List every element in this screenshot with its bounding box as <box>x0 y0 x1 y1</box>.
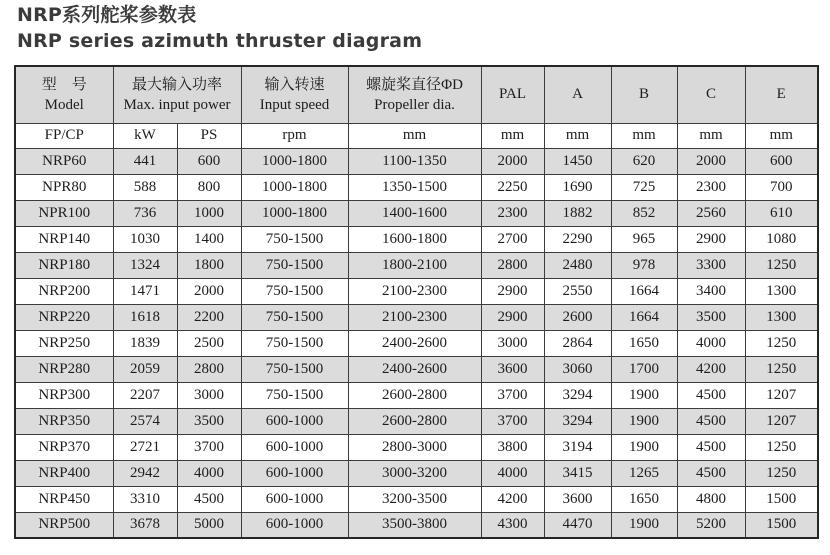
header-b: B <box>611 66 677 123</box>
cell-e: 610 <box>745 200 818 226</box>
cell-model: NPR100 <box>15 200 113 226</box>
cell-ps: 3500 <box>177 408 241 434</box>
cell-kw: 2574 <box>113 408 177 434</box>
page-title-english: NRP series azimuth thruster diagram <box>17 29 423 52</box>
cell-ps: 2500 <box>177 330 241 356</box>
cell-ps: 1000 <box>177 200 241 226</box>
unit-mm-pal: mm <box>481 123 544 148</box>
header-row-main <box>15 66 818 123</box>
header-model <box>15 66 113 123</box>
cell-model: NRP500 <box>15 512 113 538</box>
cell-e: 600 <box>745 148 818 174</box>
table-row <box>15 278 818 304</box>
cell-rpm: 600-1000 <box>241 408 348 434</box>
cell-e: 1250 <box>745 252 818 278</box>
cell-propeller-dia: 1100-1350 <box>348 148 481 174</box>
cell-c: 4500 <box>677 408 745 434</box>
cell-e: 1250 <box>745 330 818 356</box>
cell-c: 3500 <box>677 304 745 330</box>
cell-ps: 800 <box>177 174 241 200</box>
cell-b: 1265 <box>611 460 677 486</box>
cell-pal: 2900 <box>481 278 544 304</box>
cell-a: 2290 <box>544 226 611 252</box>
unit-mm-b: mm <box>611 123 677 148</box>
unit-mm-c: mm <box>677 123 745 148</box>
unit-kw: kW <box>113 123 177 148</box>
cell-propeller-dia: 3000-3200 <box>348 460 481 486</box>
header-e: E <box>745 66 818 123</box>
cell-b: 1900 <box>611 512 677 538</box>
header-max-input-power <box>113 66 241 123</box>
cell-model: NRP370 <box>15 434 113 460</box>
cell-kw: 2721 <box>113 434 177 460</box>
cell-propeller-dia: 1400-1600 <box>348 200 481 226</box>
page-title-chinese: NRP系列舵桨参数表 <box>17 4 197 26</box>
cell-pal: 3800 <box>481 434 544 460</box>
cell-ps: 1800 <box>177 252 241 278</box>
cell-propeller-dia: 2600-2800 <box>348 382 481 408</box>
cell-model: NRP60 <box>15 148 113 174</box>
cell-rpm: 750-1500 <box>241 252 348 278</box>
cell-pal: 4300 <box>481 512 544 538</box>
cell-c: 2560 <box>677 200 745 226</box>
cell-c: 4200 <box>677 356 745 382</box>
cell-kw: 3678 <box>113 512 177 538</box>
cell-model: NRP300 <box>15 382 113 408</box>
cell-kw: 2207 <box>113 382 177 408</box>
cell-kw: 2942 <box>113 460 177 486</box>
cell-model: NPR80 <box>15 174 113 200</box>
cell-model: NRP250 <box>15 330 113 356</box>
cell-pal: 2250 <box>481 174 544 200</box>
cell-c: 2000 <box>677 148 745 174</box>
header-input-speed <box>241 66 348 123</box>
cell-e: 1250 <box>745 356 818 382</box>
cell-ps: 3700 <box>177 434 241 460</box>
header-prop-zh: 螺旋桨直径ΦD <box>366 77 463 94</box>
cell-pal: 4200 <box>481 486 544 512</box>
cell-b: 1650 <box>611 330 677 356</box>
cell-a: 2864 <box>544 330 611 356</box>
cell-c: 4000 <box>677 330 745 356</box>
cell-pal: 3600 <box>481 356 544 382</box>
table-row <box>15 200 818 226</box>
cell-ps: 2200 <box>177 304 241 330</box>
cell-pal: 3700 <box>481 382 544 408</box>
cell-a: 3294 <box>544 382 611 408</box>
cell-kw: 2059 <box>113 356 177 382</box>
cell-b: 620 <box>611 148 677 174</box>
cell-b: 965 <box>611 226 677 252</box>
cell-rpm: 600-1000 <box>241 486 348 512</box>
unit-mm-prop: mm <box>348 123 481 148</box>
cell-c: 3300 <box>677 252 745 278</box>
table-row <box>15 460 818 486</box>
cell-ps: 1400 <box>177 226 241 252</box>
cell-rpm: 750-1500 <box>241 356 348 382</box>
cell-rpm: 750-1500 <box>241 304 348 330</box>
cell-model: NRP220 <box>15 304 113 330</box>
cell-model: NRP140 <box>15 226 113 252</box>
cell-ps: 5000 <box>177 512 241 538</box>
header-prop-en: Propeller dia. <box>374 96 455 113</box>
cell-e: 1250 <box>745 460 818 486</box>
cell-pal: 3000 <box>481 330 544 356</box>
unit-mm-a: mm <box>544 123 611 148</box>
cell-a: 2550 <box>544 278 611 304</box>
cell-e: 1500 <box>745 512 818 538</box>
header-row-units <box>15 123 818 148</box>
header-pal: PAL <box>481 66 544 123</box>
unit-rpm: rpm <box>241 123 348 148</box>
cell-propeller-dia: 3500-3800 <box>348 512 481 538</box>
cell-rpm: 600-1000 <box>241 460 348 486</box>
cell-model: NRP180 <box>15 252 113 278</box>
cell-model: NRP280 <box>15 356 113 382</box>
header-a: A <box>544 66 611 123</box>
header-power-zh: 最大输入功率 <box>132 77 223 94</box>
table-row <box>15 330 818 356</box>
cell-propeller-dia: 2100-2300 <box>348 278 481 304</box>
cell-b: 725 <box>611 174 677 200</box>
cell-kw: 736 <box>113 200 177 226</box>
header-model-en: Model <box>44 96 84 113</box>
table-row <box>15 434 818 460</box>
header-speed-en: Input speed <box>259 96 330 113</box>
cell-a: 3194 <box>544 434 611 460</box>
cell-a: 2480 <box>544 252 611 278</box>
cell-a: 1882 <box>544 200 611 226</box>
cell-rpm: 1000-1800 <box>241 200 348 226</box>
cell-propeller-dia: 1350-1500 <box>348 174 481 200</box>
table-row <box>15 486 818 512</box>
cell-rpm: 750-1500 <box>241 278 348 304</box>
cell-pal: 2800 <box>481 252 544 278</box>
cell-rpm: 600-1000 <box>241 434 348 460</box>
cell-pal: 4000 <box>481 460 544 486</box>
cell-pal: 2300 <box>481 200 544 226</box>
cell-b: 1900 <box>611 408 677 434</box>
cell-propeller-dia: 2600-2800 <box>348 408 481 434</box>
cell-kw: 588 <box>113 174 177 200</box>
cell-propeller-dia: 2400-2600 <box>348 356 481 382</box>
cell-e: 1500 <box>745 486 818 512</box>
header-model-zh: 型 号 <box>41 77 87 94</box>
cell-rpm: 1000-1800 <box>241 174 348 200</box>
cell-model: NRP200 <box>15 278 113 304</box>
cell-kw: 1030 <box>113 226 177 252</box>
cell-ps: 2000 <box>177 278 241 304</box>
cell-rpm: 750-1500 <box>241 382 348 408</box>
cell-b: 1664 <box>611 304 677 330</box>
table-row <box>15 356 818 382</box>
cell-propeller-dia: 2400-2600 <box>348 330 481 356</box>
cell-a: 1450 <box>544 148 611 174</box>
header-speed-zh: 输入转速 <box>264 77 325 94</box>
cell-kw: 1471 <box>113 278 177 304</box>
cell-ps: 3000 <box>177 382 241 408</box>
cell-kw: 1839 <box>113 330 177 356</box>
cell-c: 4500 <box>677 382 745 408</box>
cell-propeller-dia: 2100-2300 <box>348 304 481 330</box>
cell-propeller-dia: 1600-1800 <box>348 226 481 252</box>
cell-rpm: 1000-1800 <box>241 148 348 174</box>
cell-model: NRP450 <box>15 486 113 512</box>
cell-c: 4500 <box>677 460 745 486</box>
cell-pal: 3700 <box>481 408 544 434</box>
table-row <box>15 408 818 434</box>
cell-b: 1900 <box>611 434 677 460</box>
header-c: C <box>677 66 745 123</box>
cell-a: 4470 <box>544 512 611 538</box>
cell-e: 1250 <box>745 434 818 460</box>
cell-b: 978 <box>611 252 677 278</box>
table-row <box>15 148 818 174</box>
cell-model: NRP400 <box>15 460 113 486</box>
cell-b: 1650 <box>611 486 677 512</box>
cell-ps: 600 <box>177 148 241 174</box>
cell-e: 1300 <box>745 278 818 304</box>
table-row <box>15 252 818 278</box>
cell-c: 2900 <box>677 226 745 252</box>
cell-pal: 2000 <box>481 148 544 174</box>
cell-rpm: 600-1000 <box>241 512 348 538</box>
cell-a: 3060 <box>544 356 611 382</box>
cell-e: 700 <box>745 174 818 200</box>
cell-pal: 2700 <box>481 226 544 252</box>
cell-rpm: 750-1500 <box>241 226 348 252</box>
unit-ps: PS <box>177 123 241 148</box>
cell-c: 2300 <box>677 174 745 200</box>
page-title-block <box>17 3 422 54</box>
cell-propeller-dia: 2800-3000 <box>348 434 481 460</box>
cell-c: 4500 <box>677 434 745 460</box>
cell-a: 3600 <box>544 486 611 512</box>
table-body <box>15 148 818 538</box>
unit-fp-cp: FP/CP <box>15 123 113 148</box>
cell-a: 3415 <box>544 460 611 486</box>
header-power-en: Max. input power <box>123 96 231 113</box>
cell-c: 4800 <box>677 486 745 512</box>
cell-ps: 2800 <box>177 356 241 382</box>
cell-b: 852 <box>611 200 677 226</box>
cell-e: 1080 <box>745 226 818 252</box>
cell-model: NRP350 <box>15 408 113 434</box>
cell-propeller-dia: 1800-2100 <box>348 252 481 278</box>
cell-c: 3400 <box>677 278 745 304</box>
cell-kw: 441 <box>113 148 177 174</box>
cell-ps: 4000 <box>177 460 241 486</box>
cell-b: 1900 <box>611 382 677 408</box>
table-row <box>15 304 818 330</box>
cell-b: 1700 <box>611 356 677 382</box>
header-propeller-dia <box>348 66 481 123</box>
cell-a: 3294 <box>544 408 611 434</box>
cell-propeller-dia: 3200-3500 <box>348 486 481 512</box>
unit-mm-e: mm <box>745 123 818 148</box>
cell-e: 1207 <box>745 408 818 434</box>
cell-kw: 1324 <box>113 252 177 278</box>
thruster-parameters-table <box>14 65 819 539</box>
table-row <box>15 226 818 252</box>
cell-b: 1664 <box>611 278 677 304</box>
cell-rpm: 750-1500 <box>241 330 348 356</box>
cell-e: 1300 <box>745 304 818 330</box>
table-row <box>15 174 818 200</box>
cell-a: 2600 <box>544 304 611 330</box>
cell-ps: 4500 <box>177 486 241 512</box>
cell-c: 5200 <box>677 512 745 538</box>
table-row <box>15 382 818 408</box>
table-row <box>15 512 818 538</box>
cell-e: 1207 <box>745 382 818 408</box>
cell-a: 1690 <box>544 174 611 200</box>
cell-kw: 3310 <box>113 486 177 512</box>
cell-kw: 1618 <box>113 304 177 330</box>
cell-pal: 2900 <box>481 304 544 330</box>
